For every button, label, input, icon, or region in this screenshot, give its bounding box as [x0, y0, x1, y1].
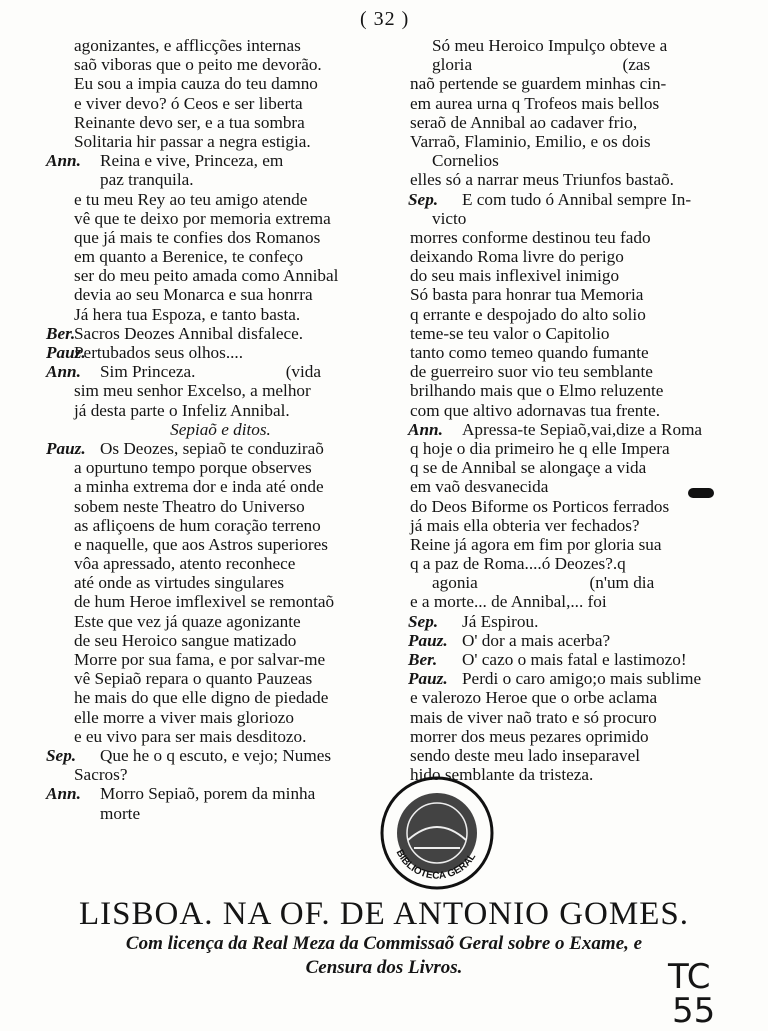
verse-line — [48, 420, 393, 439]
verse-line — [410, 36, 750, 55]
verse-line — [48, 94, 393, 113]
verse-text: q a paz de Roma....ó Deozes?.q — [410, 554, 626, 574]
verse-line — [410, 266, 750, 285]
verse-text: q se de Annibal se alongaçe a vida — [410, 458, 647, 478]
speaker-label: Pauz. — [408, 669, 448, 689]
page-number: ( 32 ) — [360, 8, 410, 30]
verse-text: vê que te deixo por memoria extrema — [74, 208, 331, 228]
verse-text: já desta parte o Infeliz Annibal. — [74, 400, 290, 420]
verse-text: as afliçoens de hum coração terreno — [74, 515, 321, 535]
verse-line — [48, 228, 393, 247]
verse-line — [410, 439, 750, 458]
verse-text: Este que vez já quaze agonizante — [74, 611, 301, 631]
verse-text: do seu mais inflexivel inimigo — [410, 266, 620, 286]
verse-line — [48, 36, 393, 55]
verse-line — [410, 94, 750, 113]
shelf-mark-line-1: TC — [668, 957, 711, 997]
verse-text: q hoje o dia primeiro he q elle Impera — [410, 438, 670, 458]
verse-line — [48, 343, 393, 362]
verse-text: sobem neste Theatro do Universo — [74, 496, 305, 516]
verse-text: Já Espirou. — [462, 611, 539, 631]
speaker-label: Ber. — [46, 323, 76, 343]
verse-line — [48, 765, 393, 784]
speaker-label: Ann. — [46, 784, 81, 804]
verse-line — [410, 228, 750, 247]
verse-text: seraõ de Annibal ao cadaver frio, — [410, 112, 638, 132]
verse-text: em quanto a Berenice, te confeço — [74, 247, 304, 267]
verse-line — [48, 458, 393, 477]
verse-text: elle morre a viver mais gloriozo — [74, 707, 295, 727]
verse-line — [48, 497, 393, 516]
verse-text: em vaõ desvanecida — [410, 477, 549, 497]
verse-line — [410, 362, 750, 381]
verse-text: e tu meu Rey ao teu amigo atende — [74, 189, 308, 209]
verse-line — [48, 247, 393, 266]
verse-line — [48, 688, 393, 707]
verse-text: devia ao seu Monarca e sua honrra — [74, 285, 313, 305]
verse-line — [48, 650, 393, 669]
verse-text: Sacros? — [74, 765, 128, 785]
verse-line — [410, 650, 750, 669]
verse-text: tanto como temeo quando fumante — [410, 343, 649, 362]
verse-text: Morre por sua fama, e por salvar-me — [74, 650, 326, 669]
verse-text: com que altivo adornavas tua frente. — [410, 400, 661, 420]
right-text-column — [410, 36, 750, 784]
verse-text: a minha extrema dor e inda até onde — [74, 477, 324, 497]
verse-line — [48, 439, 393, 458]
verse-text: de seu Heroico sangue matizado — [74, 630, 297, 650]
verse-text: O' cazo o mais fatal e lastimozo! — [462, 650, 687, 669]
verse-line — [410, 592, 750, 611]
verse-line — [48, 535, 393, 554]
verse-text: E com tudo ó Annibal sempre In- — [462, 189, 692, 209]
verse-text: Só basta para honrar tua Memoria — [410, 285, 644, 305]
verse-line — [410, 247, 750, 266]
licence-line-2: Censura dos Livros. — [305, 957, 463, 978]
verse-line — [410, 305, 750, 324]
verse-text: teme-se teu valor o Capitolio — [410, 323, 610, 343]
speaker-label: Ber. — [408, 650, 438, 669]
verse-line — [410, 190, 750, 209]
verse-line — [410, 170, 750, 189]
verse-line — [48, 209, 393, 228]
speaker-label: Sep. — [408, 611, 439, 631]
verse-text: e a morte... de Annibal,... foi — [410, 592, 607, 612]
verse-line — [48, 362, 393, 381]
speaker-label: Pauz. — [408, 630, 448, 650]
verse-line — [48, 381, 393, 400]
verse-text: Morro Sepiaõ, porem da minha — [100, 784, 316, 804]
verse-text: morres conforme destinou teu fado — [410, 227, 651, 247]
left-text-column — [48, 36, 393, 823]
verse-text: ser do meu peito amada como Annibal — [74, 266, 339, 286]
verse-line — [410, 573, 750, 592]
verse-line — [48, 746, 393, 765]
verse-text: vôa apressado, atento reconhece — [74, 554, 296, 574]
verse-line — [48, 113, 393, 132]
verse-line — [48, 74, 393, 93]
verse-line — [410, 497, 750, 516]
verse-line — [410, 55, 750, 74]
verse-text: e viver devo? ó Ceos e ser liberta — [74, 93, 303, 113]
verse-text: vê Sepiaõ repara o quanto Pauzeas — [74, 669, 313, 689]
imprint-line: LISBOA. NA OF. DE ANTONIO GOMES. — [79, 896, 689, 932]
library-stamp — [378, 774, 496, 892]
verse-line — [410, 420, 750, 439]
verse-text: de hum Heroe imflexivel se remontaõ — [74, 592, 335, 612]
verse-line — [410, 113, 750, 132]
verse-line — [48, 669, 393, 688]
verse-text: elles só a narrar meus Triunfos bastaõ. — [410, 170, 674, 190]
verse-text: Só meu Heroico Impulço obteve a — [432, 36, 668, 55]
verse-line — [48, 151, 393, 170]
verse-text: e naquelle, que aos Astros superiores — [74, 534, 328, 554]
speaker-label: Pauz. — [46, 438, 86, 458]
verse-text: q errante e despojado do alto solio — [410, 304, 646, 324]
verse-line — [410, 708, 750, 727]
handwritten-shelf-mark — [668, 957, 716, 1031]
verse-line — [48, 631, 393, 650]
verse-line — [48, 554, 393, 573]
verse-text: de guerreiro suor vio teu semblante — [410, 362, 653, 382]
verse-text: Sacros Deozes Annibal disfalece. — [74, 323, 304, 343]
verse-line — [410, 401, 750, 420]
verse-line — [410, 285, 750, 304]
verse-line — [410, 458, 750, 477]
verse-line — [48, 804, 393, 823]
speaker-label: Ann. — [46, 151, 81, 171]
verse-line — [48, 190, 393, 209]
verse-line — [48, 516, 393, 535]
speaker-label: Pauz. — [46, 343, 86, 362]
verse-line — [48, 285, 393, 304]
verse-text: gloria (zas — [432, 55, 651, 75]
verse-text: Já hera tua Espoza, e tanto basta. — [74, 304, 301, 324]
verse-line — [410, 612, 750, 631]
licence-line-1: Com licença da Real Meza da Commissaõ Geral sobre o Exame, e — [125, 933, 643, 954]
verse-text: em aurea urna q Trofeos mais bellos — [410, 93, 660, 113]
verse-line — [410, 209, 750, 228]
verse-text: Varraõ, Flaminio, Emilio, e os dois — [410, 131, 651, 151]
verse-text: brilhando mais que o Elmo reluzente — [410, 381, 664, 401]
verse-line — [48, 55, 393, 74]
verse-line — [410, 74, 750, 93]
verse-text: paz tranquila. — [100, 170, 194, 190]
verse-text: Cornelios — [432, 151, 499, 171]
verse-line — [410, 132, 750, 151]
licence-text — [0, 932, 768, 980]
speaker-label: Sep. — [46, 745, 77, 765]
verse-line — [48, 266, 393, 285]
verse-line — [410, 343, 750, 362]
verse-text: Sim Princeza. (vida — [100, 362, 322, 382]
verse-text: mais de viver naõ trato e só procuro — [410, 707, 657, 727]
verse-text: Solitaria hir passar a negra estigia. — [74, 131, 311, 151]
verse-line — [48, 612, 393, 631]
verse-text: Pertubados seus olhos.... — [74, 343, 244, 362]
verse-text: victo — [432, 208, 467, 228]
verse-line — [410, 727, 750, 746]
verse-line — [410, 535, 750, 554]
verse-line — [48, 305, 393, 324]
verse-line — [410, 746, 750, 765]
shelf-mark-line-2: 55 — [672, 991, 716, 1031]
verse-line — [410, 631, 750, 650]
verse-line — [48, 477, 393, 496]
speaker-label: Ann. — [408, 419, 443, 439]
verse-text: deixando Roma livre do perigo — [410, 247, 624, 267]
verse-line — [48, 170, 393, 189]
verse-text: morte — [100, 803, 141, 823]
verse-text: Sepiaõ e ditos. — [170, 419, 271, 439]
verse-line — [48, 324, 393, 343]
verse-text: até onde as virtudes singulares — [74, 573, 285, 593]
verse-line — [410, 381, 750, 400]
verse-line — [410, 554, 750, 573]
verse-text: hido semblante da tristeza. — [410, 765, 594, 785]
verse-line — [48, 784, 393, 803]
verse-text: Que he o q escuto, e vejo; Numes — [100, 745, 332, 765]
verse-line — [410, 516, 750, 535]
verse-line — [48, 401, 393, 420]
verse-line — [48, 727, 393, 746]
verse-line — [410, 669, 750, 688]
verse-text: O' dor a mais acerba? — [462, 630, 611, 650]
verse-text: a opurtuno tempo porque observes — [74, 458, 312, 478]
verse-text: e eu vivo para ser mais desditozo. — [74, 726, 307, 746]
verse-text: e valerozo Heroe que o orbe aclama — [410, 688, 658, 708]
verse-text: Reine já agora em fim por gloria sua — [410, 534, 662, 554]
verse-text: saõ viboras que o peito me devorão. — [74, 55, 322, 75]
verse-text: sim meu senhor Excelso, a melhor — [74, 381, 311, 401]
verse-text: Reinante devo ser, e a tua sombra — [74, 112, 305, 132]
speaker-label: Sep. — [408, 189, 439, 209]
verse-text: Os Deozes, sepiaõ te conduziraõ — [100, 438, 324, 458]
verse-text: agonia (n'um dia — [432, 573, 655, 593]
verse-line — [48, 592, 393, 611]
verse-text: Apressa-te Sepiaõ,vai,dize a Roma — [462, 419, 703, 439]
verse-text: naõ pertende se guardem minhas cin- — [410, 74, 667, 94]
verse-text: sendo deste meu lado inseparavel — [410, 745, 641, 765]
verse-line — [410, 324, 750, 343]
verse-line — [48, 573, 393, 592]
verse-text: he mais do que elle digno de piedade — [74, 688, 329, 708]
verse-line — [48, 132, 393, 151]
verse-text: Reina e vive, Princeza, em — [100, 151, 284, 171]
stamp-text: BIBLIOTECA GERAL — [393, 847, 479, 882]
speaker-label: Ann. — [46, 362, 81, 382]
verse-text: que já mais te confies dos Romanos — [74, 227, 321, 247]
verse-text: morrer dos meus pezares oprimido — [410, 726, 649, 746]
verse-text: Eu sou a impia cauza do teu damno — [74, 74, 318, 94]
verse-line — [410, 151, 750, 170]
ink-blot — [688, 488, 714, 498]
verse-line — [410, 688, 750, 707]
verse-text: do Deos Biforme os Porticos ferrados — [410, 496, 670, 516]
verse-text: Perdi o caro amigo;o mais sublime — [462, 669, 702, 689]
verse-text: já mais ella obteria ver fechados? — [410, 515, 640, 535]
verse-text: agonizantes, e afflicções internas — [74, 36, 301, 55]
verse-line — [48, 708, 393, 727]
